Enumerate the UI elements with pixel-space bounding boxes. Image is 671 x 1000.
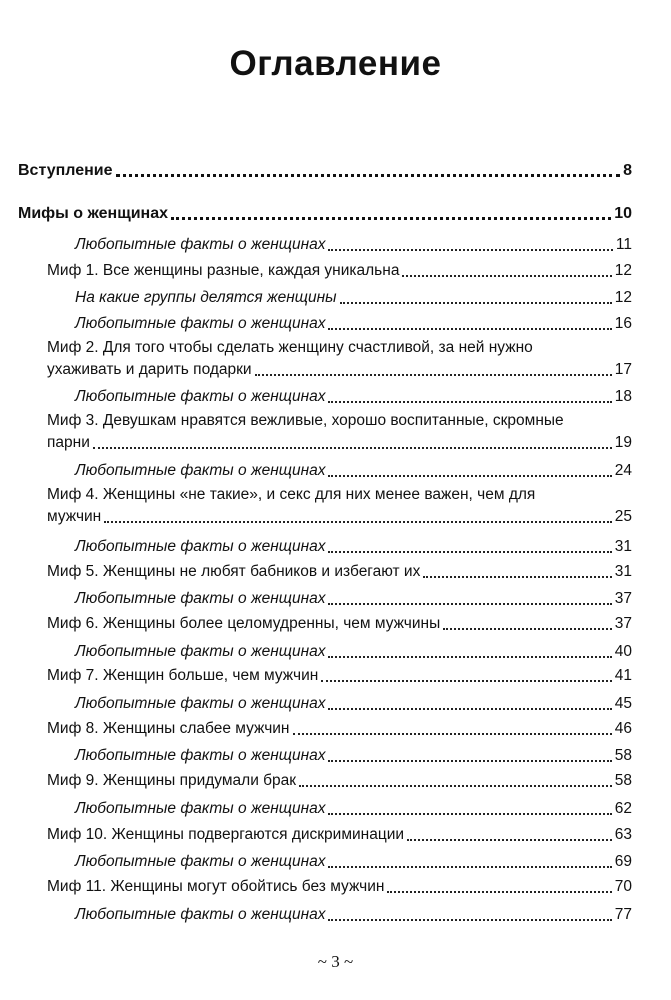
dot-leader [328, 866, 611, 868]
toc-label: Любопытные факты о женщинах [75, 388, 326, 405]
toc-page-number: 18 [614, 388, 632, 405]
dot-leader [328, 475, 611, 477]
toc-entry[interactable] [75, 313, 632, 335]
toc-label: Мифы о женщинах [18, 205, 168, 222]
toc-label-line1: Миф 2. Для того чтобы сделать женщину счастливой, за ней нужно [47, 339, 533, 356]
toc-label: Миф 6. Женщины более целомудренны, чем мужчины [47, 615, 441, 632]
toc-page-number: 12 [614, 262, 632, 279]
toc-label: Любопытные факты о женщинах [75, 695, 326, 712]
toc-page-number: 69 [614, 853, 632, 870]
toc-page-number: 19 [614, 434, 632, 451]
toc-label-line2: мужчин [47, 508, 102, 525]
toc-entry-multiline[interactable] [47, 410, 632, 454]
toc-entry[interactable] [75, 693, 632, 715]
toc-page-number: 37 [614, 590, 632, 607]
toc-label: Любопытные факты о женщинах [75, 853, 326, 870]
toc-label: Миф 8. Женщины слабее мужчин [47, 720, 290, 737]
toc-page-number: 45 [614, 695, 632, 712]
toc-entry[interactable] [47, 561, 632, 583]
toc-page-number: 11 [615, 236, 632, 253]
page-title: Оглавление [229, 44, 442, 83]
toc-entry[interactable] [75, 851, 632, 873]
toc-entry[interactable] [75, 536, 632, 558]
dot-leader [340, 302, 612, 304]
toc-entry[interactable] [75, 641, 632, 663]
toc-label: Миф 5. Женщины не любят бабников и избегают их [47, 563, 421, 580]
toc-entry[interactable] [75, 745, 632, 767]
dot-leader [328, 656, 611, 658]
dot-leader [328, 551, 611, 553]
toc-entry[interactable] [47, 260, 632, 282]
toc-entry[interactable] [47, 613, 632, 635]
toc-label-line2: парни [47, 434, 90, 451]
toc-page-number: 8 [623, 162, 632, 179]
toc-label: Любопытные факты о женщинах [75, 906, 326, 923]
toc-entry[interactable] [47, 718, 632, 740]
dot-leader [328, 919, 611, 921]
toc-label: Миф 10. Женщины подвергаются дискриминации [47, 826, 405, 843]
toc-label: Любопытные факты о женщинах [75, 747, 326, 764]
toc-page-number: 62 [614, 800, 632, 817]
toc-label-line2: ухаживать и дарить подарки [47, 361, 252, 378]
toc-page-number: 41 [614, 667, 632, 684]
dot-leader [387, 891, 611, 893]
toc-page-number: 63 [614, 826, 632, 843]
toc-entry[interactable] [75, 588, 632, 610]
toc-label-line1: Миф 3. Девушкам нравятся вежливые, хорошо воспитанные, скромные [47, 412, 564, 429]
toc-entry[interactable] [47, 770, 632, 792]
dot-leader [328, 401, 611, 403]
dot-leader [116, 174, 621, 177]
toc-page-number: 10 [614, 205, 632, 222]
dot-leader [407, 839, 612, 841]
toc-page-number: 31 [614, 563, 632, 580]
toc-entry[interactable] [47, 824, 632, 846]
toc-page-number: 31 [614, 538, 632, 555]
toc-page-number: 77 [614, 906, 632, 923]
toc-label: Миф 9. Женщины придумали брак [47, 772, 297, 789]
toc-entry[interactable] [47, 665, 632, 687]
toc-label: Миф 1. Все женщины разные, каждая уникальна [47, 262, 400, 279]
dot-leader [293, 733, 612, 735]
dot-leader [328, 603, 611, 605]
toc-label-line1: Миф 4. Женщины «не такие», и секс для них менее важен, чем для [47, 486, 536, 503]
toc-label: Любопытные факты о женщинах [75, 236, 326, 253]
toc-label: Любопытные факты о женщинах [75, 538, 326, 555]
toc-entry[interactable] [75, 287, 632, 309]
toc-page-number: 12 [614, 289, 632, 306]
dot-leader [423, 576, 611, 578]
toc-label: Любопытные факты о женщинах [75, 590, 326, 607]
toc-label: Любопытные факты о женщинах [75, 315, 326, 332]
toc-entry[interactable] [75, 904, 632, 926]
toc-entry[interactable] [75, 460, 632, 482]
toc-page-number: 25 [614, 508, 632, 525]
page-number-footer: ~ 3 ~ [317, 952, 354, 971]
toc-page-number: 24 [614, 462, 632, 479]
dot-leader [171, 217, 611, 220]
dot-leader [402, 275, 611, 277]
toc-label: Любопытные факты о женщинах [75, 643, 326, 660]
dot-leader [443, 628, 612, 630]
toc-label: Миф 11. Женщины могут обойтись без мужчин [47, 878, 385, 895]
dot-leader [328, 328, 611, 330]
toc-page-number: 46 [614, 720, 632, 737]
toc-page-number: 16 [614, 315, 632, 332]
toc-page-number: 58 [614, 772, 632, 789]
toc-label: Миф 7. Женщин больше, чем мужчин [47, 667, 319, 684]
toc-page-number: 17 [614, 361, 632, 378]
toc-entry-intro[interactable] [18, 160, 632, 182]
toc-label: Любопытные факты о женщинах [75, 800, 326, 817]
dot-leader [328, 760, 611, 762]
toc-label: Вступление [18, 162, 113, 179]
dot-leader [93, 447, 612, 449]
dot-leader [255, 374, 612, 376]
toc-page-number: 70 [614, 878, 632, 895]
toc-label: Любопытные факты о женщинах [75, 462, 326, 479]
toc-page-number: 40 [614, 643, 632, 660]
toc-label: На какие группы делятся женщины [75, 289, 337, 306]
dot-leader [299, 785, 612, 787]
toc-entry-multiline[interactable] [47, 337, 632, 381]
toc-entry[interactable] [75, 386, 632, 408]
toc-page-number: 58 [614, 747, 632, 764]
toc-entry-multiline[interactable] [47, 484, 632, 528]
toc-page-number: 37 [614, 615, 632, 632]
toc-entry[interactable] [75, 798, 632, 820]
toc-entry[interactable] [47, 876, 632, 898]
dot-leader [328, 813, 611, 815]
dot-leader [328, 249, 612, 251]
dot-leader [104, 521, 612, 523]
dot-leader [321, 680, 611, 682]
toc-entry[interactable] [75, 234, 632, 256]
toc-entry-myths-section[interactable] [18, 203, 632, 225]
dot-leader [328, 708, 611, 710]
